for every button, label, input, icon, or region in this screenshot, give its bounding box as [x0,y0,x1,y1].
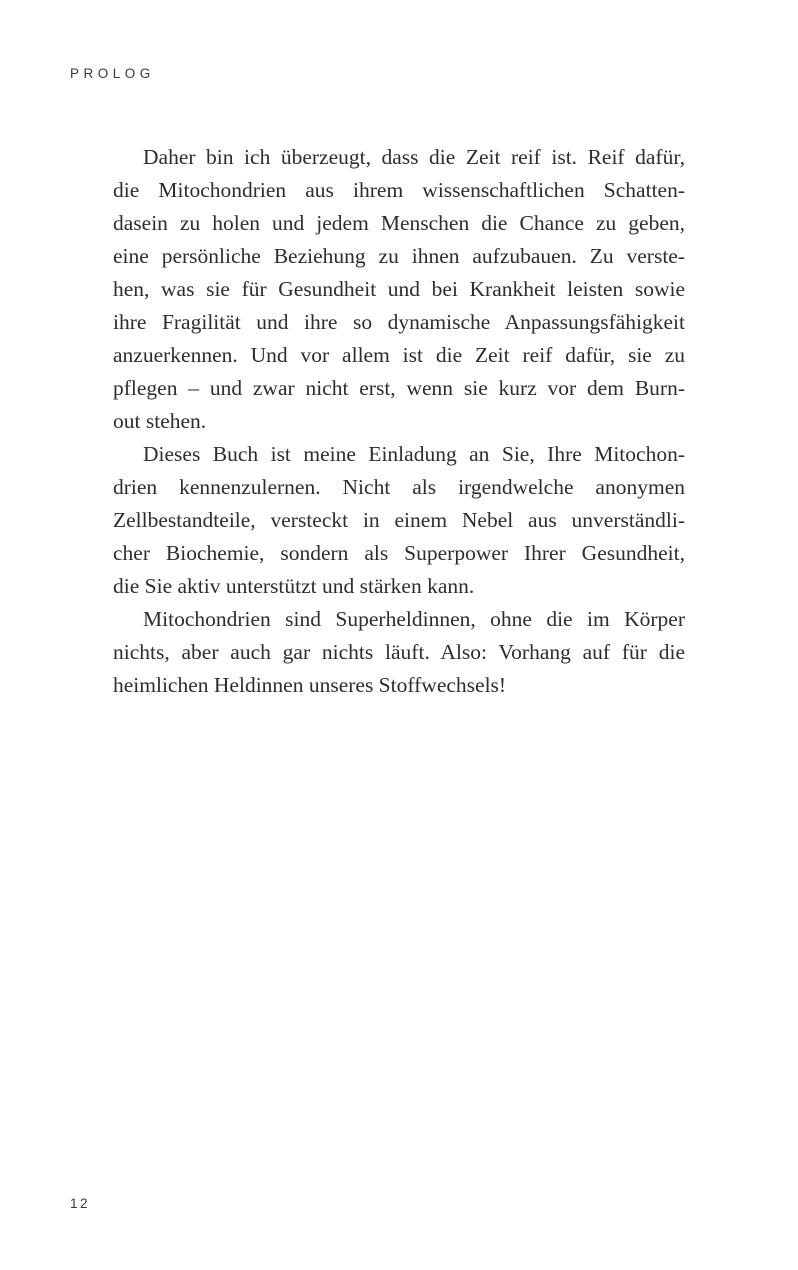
text-line: hen, was sie für Gesundheit und bei Krankheit leisten sowie [113,277,685,301]
text-line: Zellbestandteile, versteckt in einem Nebel aus unverständli- [113,508,685,532]
text-line: out stehen. [113,409,207,433]
text-line: pflegen – und zwar nicht erst, wenn sie kurz vor dem Burn- [113,376,685,400]
page-number: 12 [70,1196,91,1211]
text-line: heimlichen Heldinnen unseres Stoffwechsels! [113,673,507,697]
paragraph [113,603,685,702]
text-line: dasein zu holen und jedem Menschen die Chance zu geben, [113,211,685,235]
chapter-header: PROLOG [70,66,155,81]
text-line: drien kennenzulernen. Nicht als irgendwelche anonymen [113,475,685,499]
text-line: Dieses Buch ist meine Einladung an Sie, Ihre Mitochon- [143,442,685,466]
text-line: nichts, aber auch gar nichts läuft. Also: Vorhang auf für die [113,640,685,664]
paragraph [113,141,685,438]
text-line: cher Biochemie, sondern als Superpower Ihrer Gesundheit, [113,541,685,565]
text-line: eine persönliche Beziehung zu ihnen aufzubauen. Zu verste- [113,244,685,268]
text-line: ihre Fragilität und ihre so dynamische Anpassungsfähigkeit [113,310,685,334]
body-text [113,141,685,702]
text-line: anzuerkennen. Und vor allem ist die Zeit reif dafür, sie zu [113,343,685,367]
paragraph [113,438,685,603]
text-line: Daher bin ich überzeugt, dass die Zeit reif ist. Reif dafür, [143,145,685,169]
text-line: Mitochondrien sind Superheldinnen, ohne die im Körper [143,607,685,631]
text-line: die Sie aktiv unterstützt und stärken kann. [113,574,475,598]
text-line: die Mitochondrien aus ihrem wissenschaftlichen Schatten- [113,178,685,202]
